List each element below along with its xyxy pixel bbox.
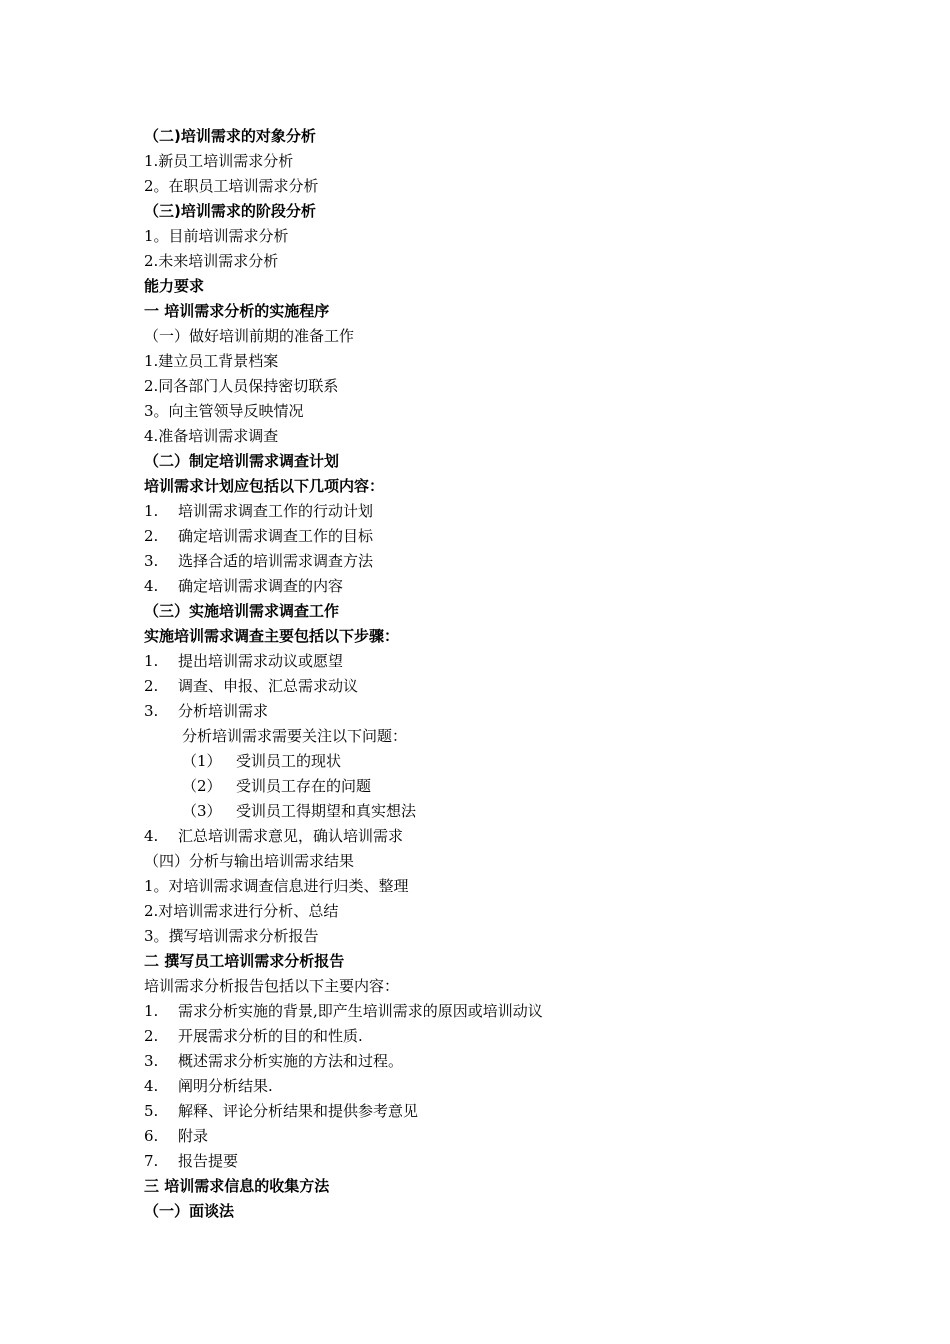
text-line: 2.未来培训需求分析 bbox=[144, 252, 279, 270]
list-item bbox=[144, 699, 844, 724]
list-text: 分析培训需求 bbox=[178, 702, 269, 720]
document-body bbox=[144, 124, 844, 1224]
text-line: 2。在职员工培训需求分析 bbox=[144, 177, 319, 195]
text-line: 4.准备培训需求调查 bbox=[144, 427, 279, 445]
list-item bbox=[144, 1099, 844, 1124]
text-line: 2.同各部门人员保持密切联系 bbox=[144, 377, 339, 395]
text-line: 1.新员工培训需求分析 bbox=[144, 152, 294, 170]
sub-list-item bbox=[144, 799, 844, 824]
heading-stage-analysis: （三)培训需求的阶段分析 bbox=[144, 202, 316, 220]
heading-object-analysis: （二)培训需求的对象分析 bbox=[144, 127, 316, 145]
text-line: 2.对培训需求进行分析、总结 bbox=[144, 902, 339, 920]
list-item bbox=[144, 1149, 844, 1174]
text-line: （四）分析与输出培训需求结果 bbox=[144, 852, 355, 870]
list-item bbox=[144, 824, 844, 849]
text-line: 1.建立员工背景档案 bbox=[144, 352, 279, 370]
list-text: 解释、评论分析结果和提供参考意见 bbox=[178, 1102, 419, 1120]
heading-survey-work: （三）实施培训需求调查工作 bbox=[144, 602, 340, 620]
sub-list-item bbox=[144, 749, 844, 774]
list-number: 3. bbox=[144, 1052, 159, 1070]
list-text: 培训需求调查工作的行动计划 bbox=[178, 502, 374, 520]
heading-section-2: 二 撰写员工培训需求分析报告 bbox=[144, 952, 345, 970]
text-line: 1。目前培训需求分析 bbox=[144, 227, 289, 245]
list-item bbox=[144, 549, 844, 574]
list-number: 2. bbox=[144, 1027, 159, 1045]
heading-interview-method: （一）面谈法 bbox=[144, 1202, 235, 1220]
list-number: 3. bbox=[144, 702, 159, 720]
list-number: 5. bbox=[144, 1102, 159, 1120]
sub-list-item bbox=[144, 774, 844, 799]
list-number: 4. bbox=[144, 577, 159, 595]
list-text: 需求分析实施的背景,即产生培训需求的原因或培训动议 bbox=[178, 1002, 543, 1020]
list-item bbox=[144, 1049, 844, 1074]
list-number: 1. bbox=[144, 1002, 159, 1020]
text-line: 1。对培训需求调查信息进行归类、整理 bbox=[144, 877, 409, 895]
sub-list-text: 受训员工得期望和真实想法 bbox=[236, 802, 417, 820]
list-number: 4. bbox=[144, 1077, 159, 1095]
list-text: 确定培训需求调查的内容 bbox=[178, 577, 344, 595]
heading-survey-plan: （二）制定培训需求调查计划 bbox=[144, 452, 340, 470]
list-number: 1. bbox=[144, 502, 159, 520]
list-item bbox=[144, 524, 844, 549]
list-text: 报告提要 bbox=[178, 1152, 239, 1170]
list-text: 调查、申报、汇总需求动议 bbox=[178, 677, 359, 695]
text-line: 3。向主管领导反映情况 bbox=[144, 402, 304, 420]
text-line-bold: 培训需求计划应包括以下几项内容： bbox=[144, 477, 385, 495]
list-item bbox=[144, 574, 844, 599]
text-line: 培训需求分析报告包括以下主要内容： bbox=[144, 977, 400, 995]
list-text: 汇总培训需求意见，确认培训需求 bbox=[178, 827, 404, 845]
list-text: 概述需求分析实施的方法和过程。 bbox=[178, 1052, 404, 1070]
list-item bbox=[144, 1024, 844, 1049]
heading-section-1: 一 培训需求分析的实施程序 bbox=[144, 302, 330, 320]
list-item bbox=[144, 674, 844, 699]
heading-section-3: 三 培训需求信息的收集方法 bbox=[144, 1177, 330, 1195]
sub-list-text: 受训员工存在的问题 bbox=[236, 777, 372, 795]
list-number: 7. bbox=[144, 1152, 159, 1170]
text-line: （一）做好培训前期的准备工作 bbox=[144, 327, 355, 345]
sub-list-number: （1） bbox=[182, 752, 222, 770]
sub-list-number: （2） bbox=[182, 777, 222, 795]
list-text: 选择合适的培训需求调查方法 bbox=[178, 552, 374, 570]
list-text: 附录 bbox=[178, 1127, 209, 1145]
list-text: 确定培训需求调查工作的目标 bbox=[178, 527, 374, 545]
indented-text: 分析培训需求需要关注以下问题： bbox=[182, 727, 408, 745]
list-number: 3. bbox=[144, 552, 159, 570]
list-number: 2. bbox=[144, 677, 159, 695]
text-line: 3。撰写培训需求分析报告 bbox=[144, 927, 319, 945]
list-number: 1. bbox=[144, 652, 159, 670]
sub-list-number: （3） bbox=[182, 802, 222, 820]
list-item bbox=[144, 649, 844, 674]
list-number: 6. bbox=[144, 1127, 159, 1145]
list-text: 开展需求分析的目的和性质. bbox=[178, 1027, 363, 1045]
list-item bbox=[144, 1124, 844, 1149]
text-line-bold: 实施培训需求调查主要包括以下步骤： bbox=[144, 627, 400, 645]
list-number: 2. bbox=[144, 527, 159, 545]
sub-list-text: 受训员工的现状 bbox=[236, 752, 342, 770]
list-number: 4. bbox=[144, 827, 159, 845]
list-text: 阐明分析结果. bbox=[178, 1077, 273, 1095]
list-text: 提出培训需求动议或愿望 bbox=[178, 652, 344, 670]
list-item bbox=[144, 999, 844, 1024]
heading-ability-requirements: 能力要求 bbox=[144, 277, 205, 295]
list-item bbox=[144, 1074, 844, 1099]
list-item bbox=[144, 499, 844, 524]
